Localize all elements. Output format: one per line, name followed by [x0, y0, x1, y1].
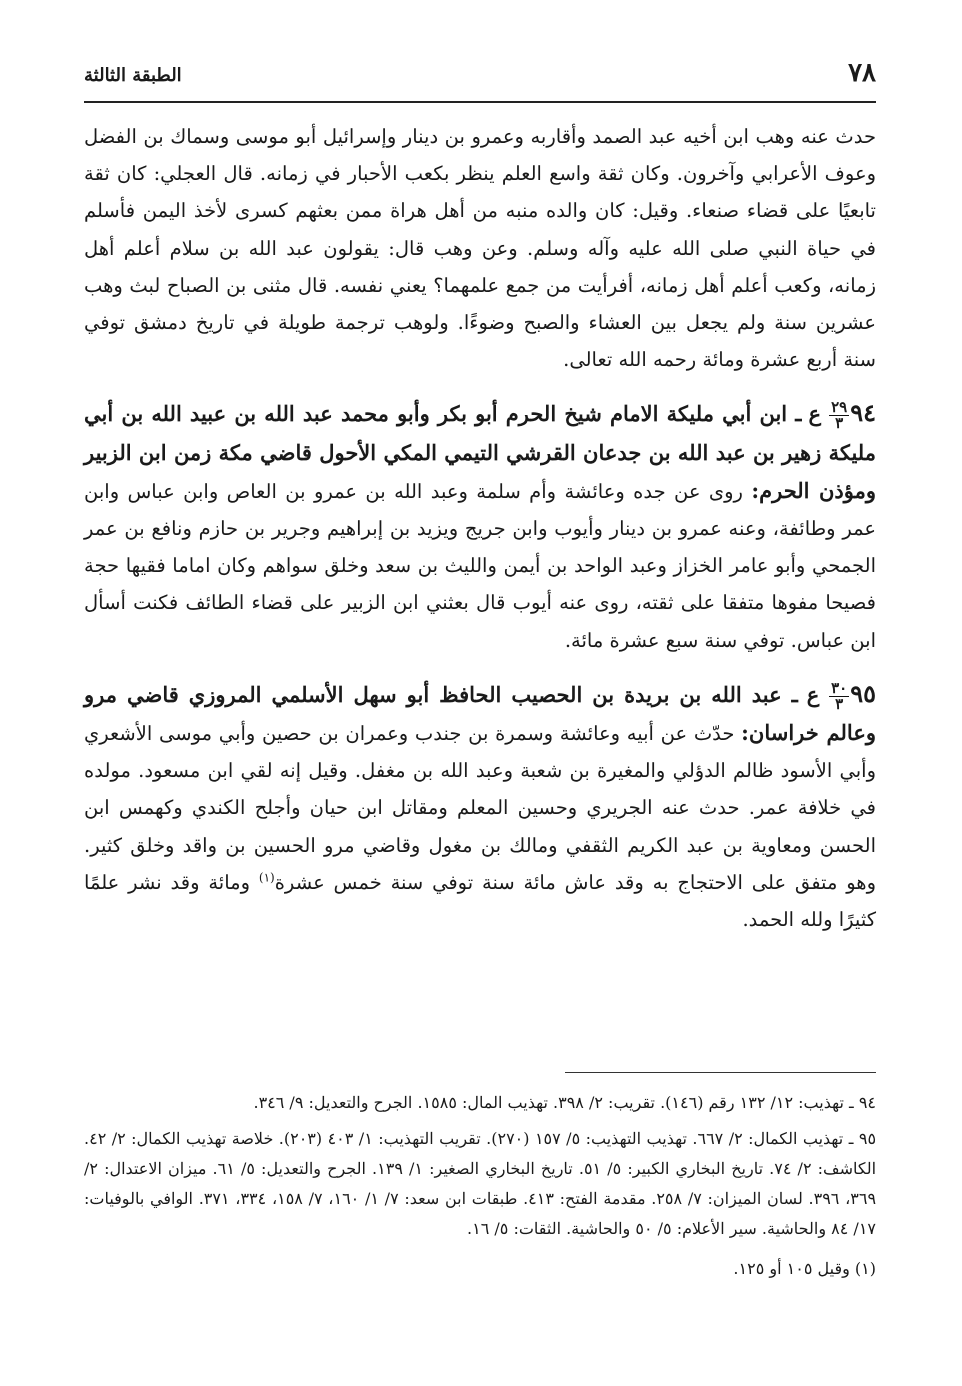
entry-heading: ـ عبد الله بن بريدة بن الحصيب الحافظ أبو سهل الأسلمي المروزي قاضي مرو وعالم خراسان:	[84, 681, 876, 746]
footnote-reference[interactable]: (١)	[258, 870, 275, 885]
entry-text: روى عن جده وعائشة وأم سلمة وعبد الله بن عمرو بن العاص وابن عباس وابن عمر وطائفة، وعنه عمرو بن دينار وأيوب وابن جريج ويزيد بن إبراهيم وجرير بن حازم ونافع بن عمر الجمحي وأبو عامر الخزاز وعبد الواحد بن أيمن والليث بن سعد وخلق سواهم وكان اماما فقيها حجة فصيحا مفوها متفقا على ثقته، روى عنه أيوب قال بعثني ابن الزبير على قضاء الطائف فكنت أسأل ابن عباس. توفي سنة سبع عشرة مائة.	[84, 479, 876, 652]
entry-text: حدّث عن أبيه وعائشة وسمرة بن جندب وعمران بن حصين وأبي موسى الأشعري وأبي الأسود ظالم الدؤلي والمغيرة بن شعبة وعبد الله بن مغفل. وقيل إنه لقي ابن مسعود. مولده في خلافة عمر. حدث عنه الجريري وحسين المعلم ومقاتل ابن حيان وأجلح الكندي وكهمس ابن الحسن ومعاوية بن عبد الكريم الثقفي ومالك بن مغول وقاضي مرو الحسين بن واقد وخلق كثير. وهو متفق على الاحتجاج به وقد عاش مائة سنة توفي سنة خمس عشرة	[84, 722, 876, 894]
entry-number: ٩٤	[850, 398, 876, 428]
entry-code: ع	[808, 401, 822, 427]
entry-heading: ـ ابن أبي مليكة الامام شيخ الحرم أبو بكر وأبو محمد عبد الله بن عبيد الله بن أبي مليكة زهير بن عبد الله بن جدعان القرشي التيمي المكي الأحول قاضي مكة زمن ابن الزبير ومؤذن الحرم:	[84, 401, 877, 503]
entry-94	[84, 394, 876, 658]
main-text	[84, 118, 876, 938]
header-rule	[84, 101, 876, 103]
entry-number: ٩٥	[850, 678, 877, 708]
footnote-1: (١) وقيل ١٠٥ أو ١٢٥.	[733, 1259, 876, 1278]
narration-fraction: $\frac{٣٠}{٣}$	[831, 678, 848, 713]
entry-text-end: ومائة وقد نشر علمًا كثيرًا ولله الحمد.	[84, 870, 876, 932]
paragraph-wahb-continuation: حدث عنه وهب ابن أخيه عبد الصمد وأقاربه وعمرو بن دينار وإسرائيل أبو موسى وسماك بن الفضل وعوف الأعرابي وآخرون. وكان ثقة واسع العلم ينظر بكعب الأحبار في زمانه. قال العجلي: كان ثقة تابعيًا على قضاء صنعاء. وقيل: كان والده منبه من أهل هراة ممن بعثهم كسرى لأخذ اليمن فأسلم في حياة النبي صلى الله عليه وآله وسلم. وعن وهب قال: يقولون عبد الله بن سلام أعلم أهل زمانه، وكعب أعلم أهل زمانه، أفرأيت من جمع علمهما؟ يعني نفسه. قال مثنى بن الصباح لبث وهب عشرين سنة ولم يجعل بين العشاء والصبح وضوءًا. ولوهب ترجمة طويلة في تاريخ دمشق توفي سنة أربع عشرة ومائة رحمه الله تعالى.	[84, 125, 876, 372]
notes-separator	[565, 1072, 876, 1073]
note-95: ٩٥ ـ تهذيب الكمال: ٢/ ٦٦٧. تهذيب التهذيب: ٥/ ١٥٧ (٢٧٠). تقريب التهذيب: ١/ ٤٠٣ (٢٠٣). خلاصة تهذيب الكمال: ٢/ ٤٢. الكاشف: ٢/ ٧٤. تاريخ البخاري الكبير: ٥/ ٥١. تاريخ البخاري الصغير: ١/ ١٣٩. الجرح والتعديل: ٥/ ٦١. ميزان الاعتدال: ٢/ ٣٦٩، ٣٩٦. لسان الميزان: ٧/ ٢٥٨. مقدمة الفتح: ٤١٣. طبقات ابن سعد: ٧/ ١/ ١٦٠، ٧/ ١٥٨، ٣٣٤، ٣٧١. الوافي بالوفيات: ١٧/ ٨٤ والحاشية. سير الأعلام: ٥/ ٥٠ والحاشية. الثقات: ٥/ ١٦.	[84, 1129, 877, 1238]
page-header	[84, 58, 876, 88]
note-94: ٩٤ ـ تهذيب: ١٢/ ١٣٢ رقم (١٤٦). تقريب: ٢/ ٣٩٨. تهذيب المال: ١٥٨٥. الجرح والتعديل: ٩/ ٣٤٦.	[253, 1093, 876, 1112]
page-number: ٧٨	[848, 58, 876, 88]
narration-fraction: $\frac{٢٩}{٣}$	[831, 398, 848, 433]
sources-notes	[84, 1082, 876, 1284]
running-title: الطبقة الثالثة	[84, 65, 182, 86]
entry-code: ع	[806, 681, 820, 707]
entry-95	[84, 675, 876, 938]
